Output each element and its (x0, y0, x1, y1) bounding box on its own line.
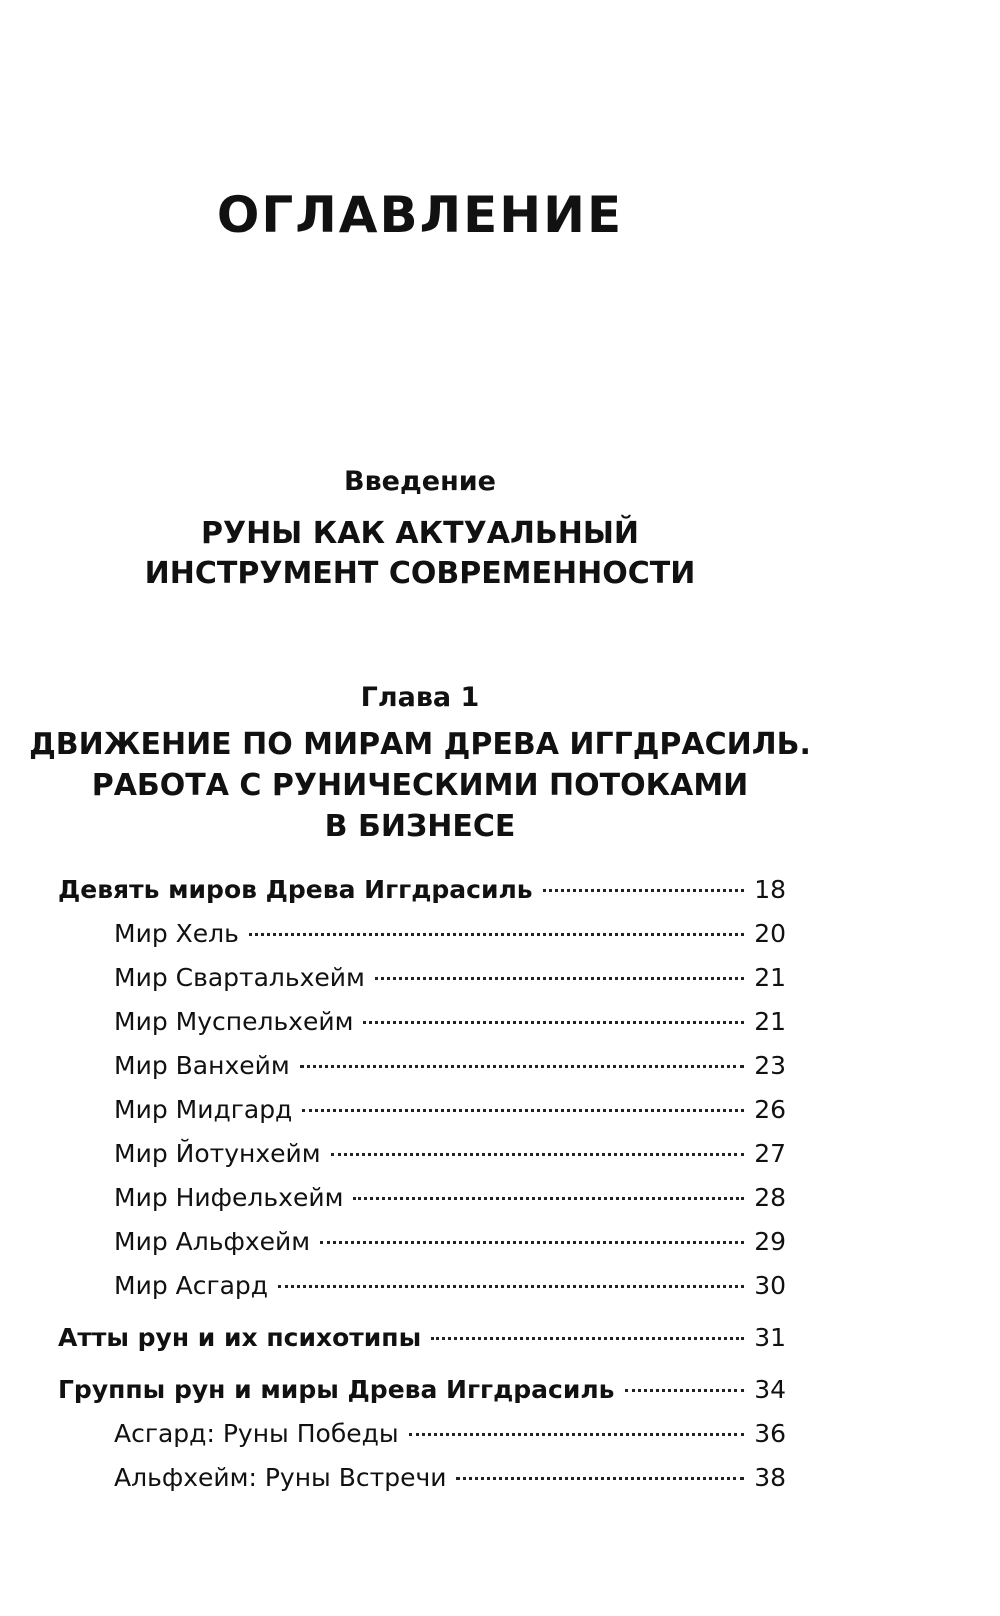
toc-entry-text: Мир Нифельхейм (114, 1183, 344, 1212)
toc-entry-page: 18 (754, 875, 786, 904)
toc-entry-text: Мир Мидгард (114, 1095, 293, 1124)
dot-leader (543, 889, 745, 892)
dot-leader (363, 1021, 744, 1024)
toc-entry-text: Мир Асгард (114, 1271, 269, 1300)
page-title: ОГЛАВЛЕНИЕ (216, 186, 624, 244)
toc-entry[interactable] (58, 1088, 786, 1132)
toc-entry-page: 36 (754, 1419, 786, 1448)
toc-entry-text: Группы рун и миры Древа Иггдрасиль (58, 1375, 615, 1404)
dot-leader (302, 1109, 744, 1112)
dot-leader (249, 933, 744, 936)
toc-entry-page: 21 (754, 1007, 786, 1036)
dot-leader (353, 1197, 744, 1200)
toc-entry[interactable] (58, 1456, 786, 1500)
toc-entry-text: Девять миров Древа Иггдрасиль (58, 875, 533, 904)
toc-entry[interactable] (58, 912, 786, 956)
dot-leader (625, 1389, 745, 1392)
toc-entry[interactable] (58, 1264, 786, 1308)
dot-leader (375, 977, 744, 980)
toc-entry-text: Мир Ванхейм (114, 1051, 290, 1080)
toc-entry-text: Мир Йотунхейм (114, 1139, 321, 1168)
toc-entry-page: 29 (754, 1227, 786, 1256)
toc-entry-page: 20 (754, 919, 786, 948)
toc-entry-text: Асгард: Руны Победы (114, 1419, 399, 1448)
toc-entry[interactable] (58, 1000, 786, 1044)
toc-entry-text: Мир Альфхейм (114, 1227, 311, 1256)
toc-entry-page: 27 (754, 1139, 786, 1168)
toc-entry-page: 28 (754, 1183, 786, 1212)
toc-entry-page: 23 (754, 1051, 786, 1080)
toc-entry[interactable] (58, 1368, 786, 1412)
toc-entry-page: 21 (754, 963, 786, 992)
intro-heading: РУНЫ КАК АКТУАЛЬНЫЙ ИНСТРУМЕНТ СОВРЕМЕННОСТИ (144, 516, 696, 591)
dot-leader (300, 1065, 744, 1068)
dot-leader (320, 1241, 744, 1244)
toc-entry[interactable] (58, 1132, 786, 1176)
toc-entry-text: Атты рун и их психотипы (58, 1323, 422, 1352)
toc-list (58, 868, 786, 1500)
toc-entry[interactable] (58, 956, 786, 1000)
intro-label: Введение (344, 466, 496, 497)
dot-leader (331, 1153, 745, 1156)
dot-leader (431, 1337, 744, 1340)
toc-entry[interactable] (58, 1176, 786, 1220)
toc-entry-text: Мир Хель (114, 919, 239, 948)
toc-entry[interactable] (58, 1044, 786, 1088)
chapter-label: Глава 1 (360, 682, 480, 713)
dot-leader (278, 1285, 744, 1288)
toc-entry-page: 30 (754, 1271, 786, 1300)
toc-entry[interactable] (58, 1220, 786, 1264)
toc-entry-page: 31 (754, 1323, 786, 1352)
toc-entry-page: 34 (754, 1375, 786, 1404)
chapter-heading: ДВИЖЕНИЕ ПО МИРАМ ДРЕВА ИГГДРАСИЛЬ. РАБОТА С РУНИЧЕСКИМИ ПОТОКАМИ В БИЗНЕСЕ (29, 727, 811, 844)
toc-entry-text: Мир Свартальхейм (114, 963, 365, 992)
toc-entry-text: Альфхейм: Руны Встречи (114, 1463, 447, 1492)
toc-entry-page: 26 (754, 1095, 786, 1124)
toc-entry-text: Мир Муспельхейм (114, 1007, 354, 1036)
toc-entry[interactable] (58, 1316, 786, 1360)
dot-leader (456, 1477, 744, 1480)
toc-entry-page: 38 (754, 1463, 786, 1492)
dot-leader (409, 1433, 745, 1436)
toc-entry[interactable] (58, 868, 786, 912)
toc-entry[interactable] (58, 1412, 786, 1456)
